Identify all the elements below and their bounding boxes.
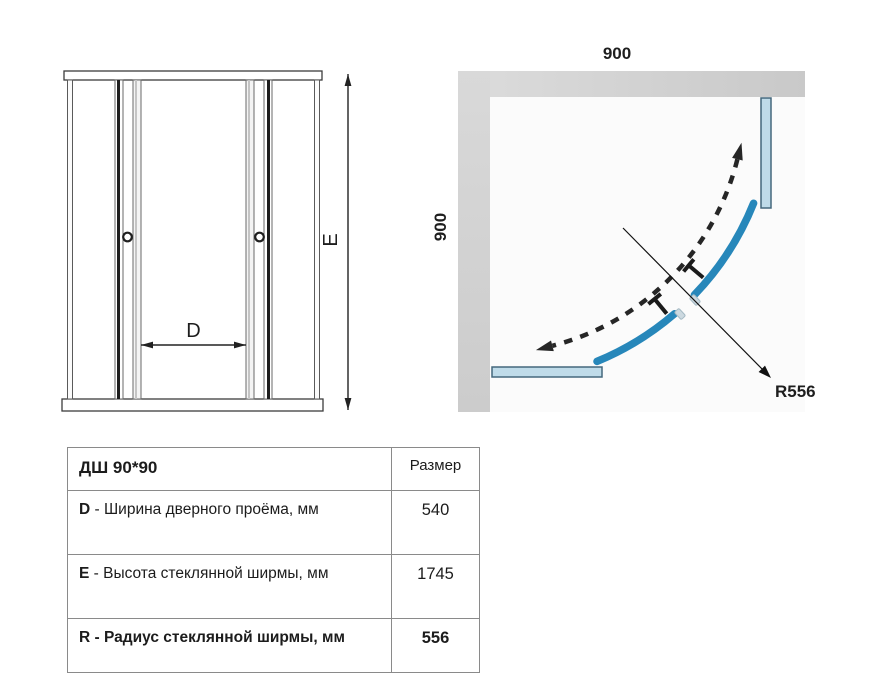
dim-d-arrow-left	[141, 342, 153, 349]
glass-height-text: - Высота стеклянной ширмы, мм	[89, 565, 329, 582]
front-view-diagram	[40, 40, 370, 440]
bottom-rail	[62, 399, 323, 411]
top-rail	[64, 71, 322, 80]
plan-depth-label: 900	[431, 212, 450, 242]
glass-height-value-cell: 1745	[392, 555, 480, 619]
size-header-cell: Размер	[392, 448, 480, 491]
radius-label: R556	[775, 382, 816, 401]
spec-row-door-width	[68, 491, 480, 555]
wall-left	[458, 71, 490, 412]
dim-e-arrow-bottom	[345, 398, 352, 410]
model-name-cell: ДШ 90*90	[68, 448, 392, 491]
right-frame-profile	[315, 80, 320, 399]
glass-radius-value-cell: 556	[392, 619, 480, 673]
left-door-knob	[123, 233, 132, 242]
dim-d-arrow-right	[234, 342, 246, 349]
plan-view-diagram	[420, 28, 881, 430]
spec-table-header-row	[68, 448, 480, 491]
dim-d-label: D	[186, 320, 201, 342]
dim-letter-e: E	[79, 565, 90, 582]
glass-radius-text: - Радиус стеклянной ширмы, мм	[90, 629, 345, 646]
wall-top	[458, 71, 805, 97]
glass-height-label-cell	[68, 555, 392, 619]
right-door-knob	[255, 233, 264, 242]
door-width-value-cell: 540	[392, 491, 480, 555]
glass-radius-label-cell	[68, 619, 392, 673]
plan-width-label: 900	[602, 44, 632, 63]
dim-e-label: E	[320, 233, 342, 247]
door-width-label-cell	[68, 491, 392, 555]
spec-table	[67, 447, 480, 673]
spec-row-glass-radius	[68, 619, 480, 673]
door-width-text: - Ширина дверного проёма, мм	[90, 501, 319, 518]
dim-letter-r: R	[79, 629, 91, 646]
dim-e-arrow-top	[345, 74, 352, 86]
fixed-panel-bottom	[492, 367, 602, 377]
spec-row-glass-height	[68, 555, 480, 619]
dim-letter-d: D	[79, 501, 91, 518]
left-frame-profile	[68, 80, 73, 399]
fixed-panel-right	[761, 98, 771, 208]
